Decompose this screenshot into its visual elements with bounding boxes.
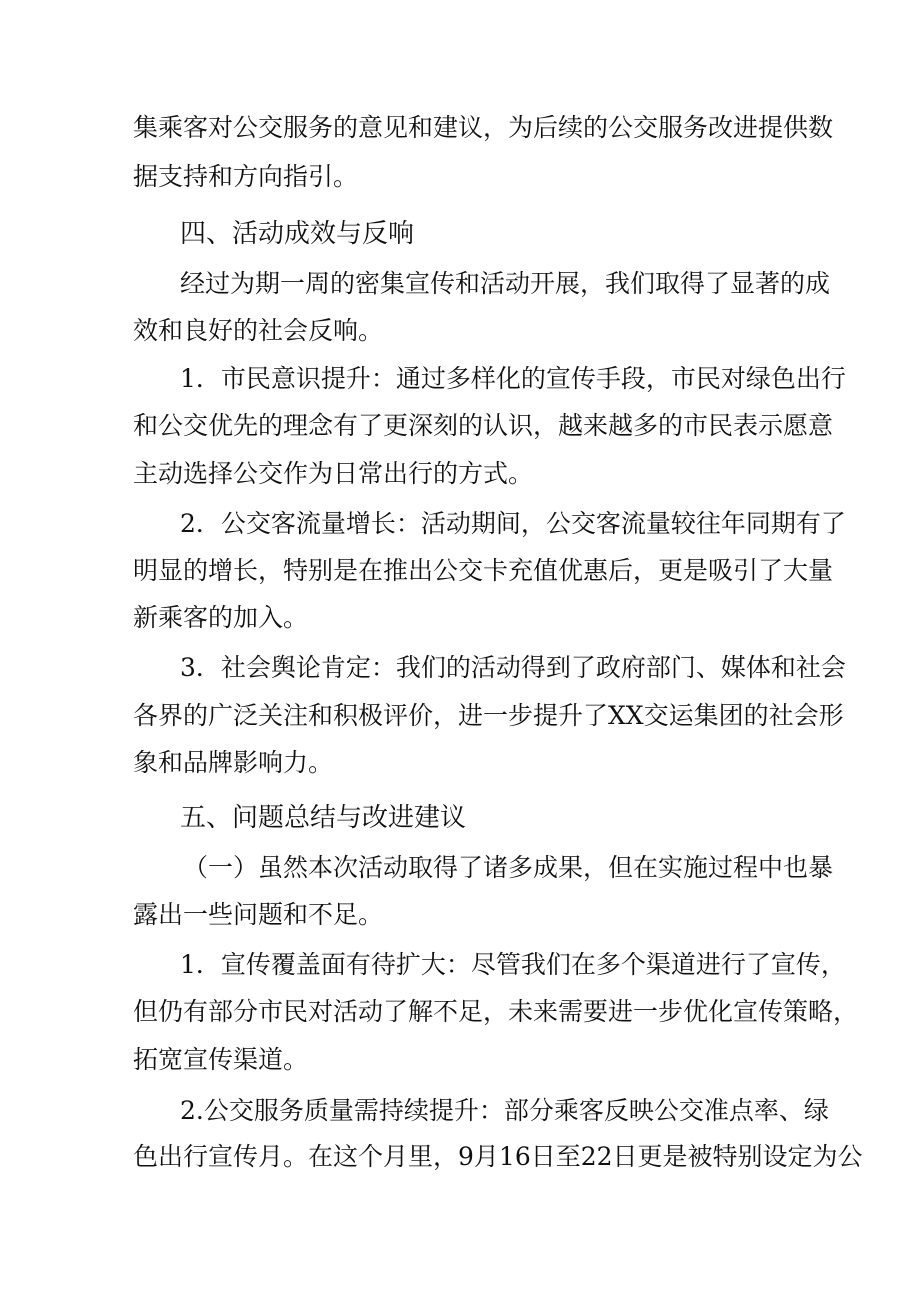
paragraph-line: （一）虽然本次活动取得了诸多成果，但在实施过程中也暴 <box>183 853 834 882</box>
list-item-line: 1．市民意识提升：通过多样化的宣传手段，市民对绿色出行 <box>180 364 846 393</box>
list-item-line: 和公交优先的理念有了更深刻的认识，越来越多的市民表示愿意 <box>133 411 834 440</box>
list-item-line: 新乘客的加入。 <box>133 603 309 632</box>
section-heading-5: 五、问题总结与改进建议 <box>180 803 467 833</box>
list-item-line: 主动选择公交作为日常出行的方式。 <box>133 459 534 488</box>
list-item-line: 色出行宣传月。在这个月里，9月16日至22日更是被特别设定为公 <box>133 1142 863 1171</box>
list-item-line: 1．宣传覆盖面有待扩大：尽管我们在多个渠道进行了宣传， <box>180 950 846 979</box>
list-item-line: 3．社会舆论肯定：我们的活动得到了政府部门、媒体和社会 <box>180 653 846 682</box>
list-item-line: 拓宽宣传渠道。 <box>133 1045 309 1074</box>
list-item-line: 各界的广泛关注和积极评价，进一步提升了XX交运集团的社会形 <box>133 701 844 730</box>
paragraph-line: 据支持和方向指引。 <box>133 162 359 191</box>
paragraph-line: 经过为期一周的密集宣传和活动开展，我们取得了显著的成 <box>180 269 831 298</box>
section-heading-4: 四、活动成效与反响 <box>180 219 415 249</box>
list-item-line: 明显的增长，特别是在推出公交卡充值优惠后，更是吸引了大量 <box>133 556 834 585</box>
list-item-line: 2.公交服务质量需持续提升：部分乘客反映公交准点率、绿 <box>180 1096 829 1125</box>
list-item-line: 2．公交客流量增长：活动期间，公交客流量较往年同期有了 <box>180 509 846 538</box>
paragraph-line: 集乘客对公交服务的意见和建议，为后续的公交服务改进提供数 <box>133 113 834 142</box>
list-item-line: 象和品牌影响力。 <box>133 748 334 777</box>
list-item-line: 但仍有部分市民对活动了解不足，未来需要进一步优化宣传策略， <box>133 997 859 1026</box>
paragraph-line: 效和良好的社会反响。 <box>133 316 384 345</box>
paragraph-line: 露出一些问题和不足。 <box>133 900 384 929</box>
